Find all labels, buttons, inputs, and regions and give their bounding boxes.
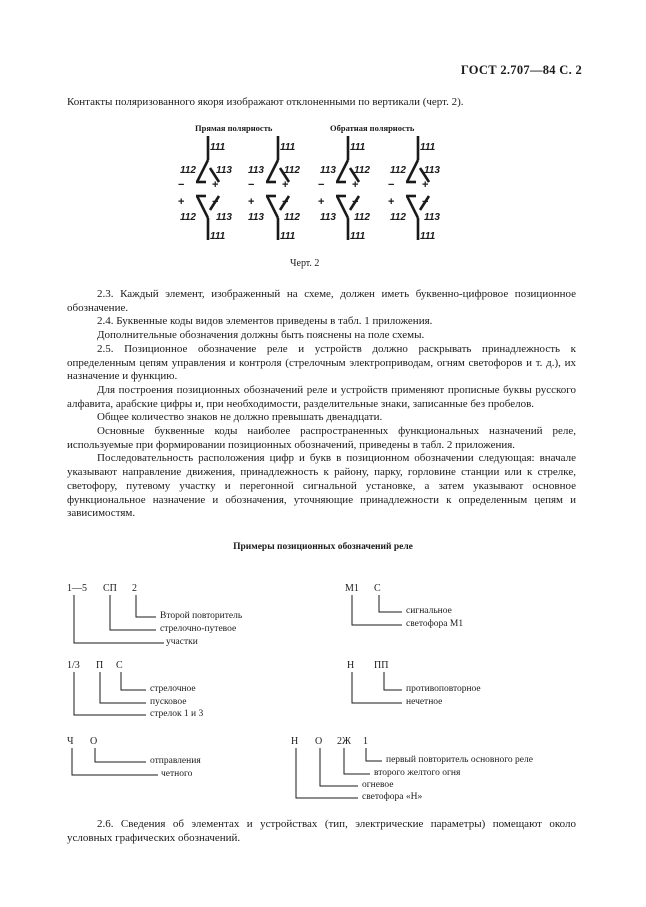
minus-sign: −	[248, 179, 255, 191]
contact-label: 111	[350, 231, 366, 242]
plus-sign: +	[212, 179, 219, 191]
ex2-note: сигнальное	[406, 606, 452, 616]
ex6-note: огневое	[362, 780, 394, 790]
plus-sign: +	[248, 196, 255, 208]
ex4-code-b: ПП	[374, 660, 389, 671]
plus-sign: +	[318, 196, 325, 208]
minus-sign: −	[352, 196, 359, 208]
contact-label: 113	[248, 165, 264, 176]
ex2-code-a: М1	[345, 583, 359, 594]
minus-sign: −	[388, 179, 395, 191]
contact-label: 113	[216, 165, 232, 176]
paragraph: 2.4. Буквенные коды видов элементов приведены в табл. 1 приложения.	[97, 315, 433, 328]
ex1-note: Второй повторитель	[160, 611, 243, 621]
contact-label: 112	[180, 212, 196, 223]
contact-label: 111	[210, 231, 226, 242]
ex3-code-c: С	[116, 660, 123, 671]
paragraph: 2.5. Позиционное обозначение реле и устройств должно раскрывать принадлежность к определенным цепям управления и контроля (стрелочным электроприводам, огням светофоров и т. д.), их назначение и функцию.	[67, 342, 576, 383]
contact-label: 111	[420, 142, 436, 153]
contact-label: 111	[280, 142, 296, 153]
ex3-code-a: 1/3	[67, 660, 80, 671]
plus-sign: +	[388, 196, 395, 208]
contact-label: 111	[350, 142, 366, 153]
closing-text	[67, 818, 576, 845]
ex3-note: стрелок 1 и 3	[150, 709, 204, 719]
contact-label: 111	[420, 231, 436, 242]
figure-caption: Черт. 2	[290, 258, 320, 269]
ex1-note: стрелочно-путевое	[160, 624, 237, 634]
contact-label: 111	[280, 231, 296, 242]
contact-label: 113	[320, 165, 336, 176]
minus-sign: −	[282, 196, 289, 208]
contact-label: 113	[424, 165, 440, 176]
paragraph: Для построения позиционных обозначений реле и устройств применяют прописные буквы русского алфавита, арабские цифры и, при необходимости, разделительные знаки, записанные без пробелов.	[67, 383, 576, 410]
minus-sign: −	[318, 179, 325, 191]
plus-sign: +	[282, 179, 289, 191]
contact-label: 113	[216, 212, 232, 223]
contact-label: 113	[248, 212, 264, 223]
minus-sign: −	[422, 196, 429, 208]
ex4-code-a: Н	[347, 660, 355, 671]
ex5-note: отправления	[150, 756, 201, 766]
minus-sign: −	[178, 179, 185, 191]
contact-label: 112	[390, 165, 406, 176]
ex3-code-b: П	[96, 660, 104, 671]
contact-label: 112	[354, 165, 370, 176]
ex5-note: четного	[161, 769, 193, 779]
ex2-note: светофора М1	[406, 619, 464, 629]
contact-label: 113	[424, 212, 440, 223]
ex6-code-c: 2Ж	[337, 736, 351, 747]
contact-label: 112	[180, 165, 196, 176]
ex6-code-a: Н	[291, 736, 299, 747]
contact-label: 112	[284, 165, 300, 176]
contact-label: 112	[390, 212, 406, 223]
plus-sign: +	[352, 179, 359, 191]
paragraph: 2.6. Сведения об элементах и устройствах (тип, электрические параметры) помещают около условных графических обозначений.	[67, 818, 576, 844]
ex2-code-b: С	[374, 583, 381, 594]
ex5-code-b: О	[90, 736, 98, 747]
contact-label: 111	[210, 142, 226, 153]
ex6-code-d: 1	[363, 736, 368, 747]
plus-sign: +	[422, 179, 429, 191]
contact-label: 113	[320, 212, 336, 223]
ex3-note: пусковое	[150, 697, 187, 707]
label-direct-polarity: Прямая полярность	[195, 123, 273, 133]
label-reverse-polarity: Обратная полярность	[330, 123, 415, 133]
ex1-note: участки	[166, 637, 198, 647]
paragraph: Дополнительные обозначения должны быть пояснены на поле схемы.	[97, 329, 425, 342]
ex5-code-a: Ч	[67, 736, 74, 747]
paragraph: 2.3. Каждый элемент, изображенный на схеме, должен иметь буквенно-цифровое позиционное обозначение.	[67, 288, 576, 314]
ex1-code-a: 1—5	[67, 583, 87, 594]
intro-text: Контакты поляризованного якоря изображают отклоненными по вертикали (черт. 2).	[67, 96, 464, 108]
ex4-note: нечетное	[406, 697, 443, 707]
paragraph: Последовательность расположения цифр и букв в позиционном обозначении следующая: вначале указывают направление движения, принадлежность к району, парку, горловине станции или к стрелке, светофору, путевому участку и перегонной сигнальной установке, а затем указывают основное функциональное назначение и обозначения, уточняющие принадлежности к определенным цепям и зависимостям.	[67, 452, 576, 520]
ex1-code-b: СП	[103, 583, 117, 594]
contact-label: 112	[284, 212, 300, 223]
plus-sign: +	[178, 196, 185, 208]
ex3-note: стрелочное	[150, 684, 196, 694]
contact-label: 112	[354, 212, 370, 223]
paragraph: Общее количество знаков не должно превышать двенадцати.	[97, 411, 383, 424]
paragraph: Основные буквенные коды наиболее распространенных функциональных назначений реле, используемые при формировании позиционных обозначений, приведены в табл. 2 приложения.	[67, 425, 576, 451]
ex6-code-b: О	[315, 736, 323, 747]
ex6-note: второго желтого огня	[374, 768, 461, 778]
ex6-note: первый повторитель основного реле	[386, 755, 533, 765]
ex4-note: противоповторное	[406, 684, 481, 694]
minus-sign: −	[212, 196, 219, 208]
ex1-code-c: 2	[132, 583, 137, 594]
examples-title: Примеры позиционных обозначений реле	[233, 542, 413, 552]
ex6-note: светофора «Н»	[362, 792, 423, 802]
page-header: ГОСТ 2.707—84 С. 2	[460, 63, 582, 77]
